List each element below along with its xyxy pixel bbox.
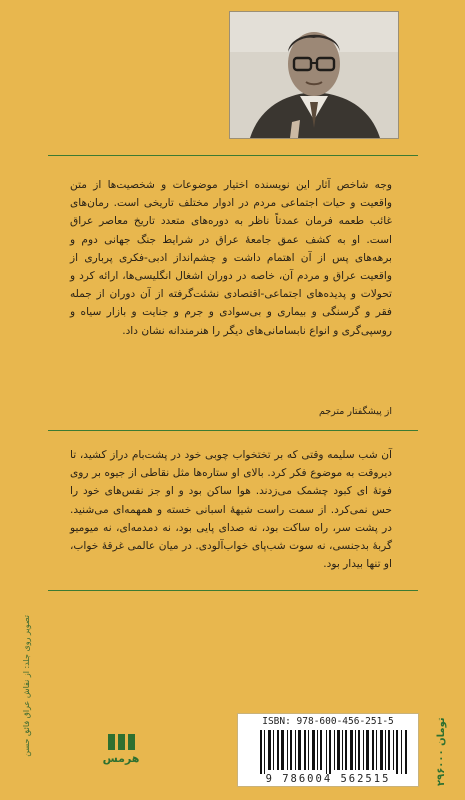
bio-caption: از پیشگفتار مترجم — [318, 406, 392, 417]
portrait-image — [230, 12, 398, 138]
publisher-name: هرمس — [102, 752, 140, 765]
author-bio-paragraph: وجه شاخص آثار این نویسنده اختیار موضوعات و شخصیت‌ها از متن واقعیت و حیات اجتماعی مردم در ادوار مختلف تاریخی است. رمان‌های غائب طعمه فرمان عمدتاً ناظر به دوره‌های متعدد تاریخ معاصر عراق است. او به کشف عمق جامعهٔ عراق در شرایط جنگ جهانی دوم و برهه‌های پس از آن اهتمام داشت و چشم‌انداز ادبی-فکری پرباری از واقعیت عراق و مردم آن، خاصه در دوران اشغال انگلیسی‌ها، ارائه کرد و تحولات و پدیده‌های اجتماعی-اقتصادی نشئت‌گرفته از آن دوران از جمله فقر و گرسنگی و بیماری و بی‌سوادی و جرم و جنایت و بازار سیاه و روسپی‌گری و انواع نابسامانی‌های دیگر را هنرمندانه نشان داد. — [70, 179, 392, 337]
barcode-icon — [260, 730, 408, 774]
middle-divider — [48, 430, 418, 431]
isbn-text: ISBN: 978-600-456-251-5 — [262, 716, 394, 727]
barcode-label — [237, 713, 419, 787]
novel-excerpt-paragraph: آن شب سلیمه وقتی که بر تختخواب چوبی خود در پشت‌بام دراز کشید، تا دیروقت به موضوع فکر کرد. بالای او ستاره‌ها مثل نقاطی از جیوه بر روی فوتهٔ ای کبود چشمک می‌زدند. هوا ساکن بود و او جز نفس‌های خود را حس نمی‌کرد. از سمت راست شیههٔ اسبانی خسته و همهمه‌ای می‌شنید. در پشت سر، راه ساکت بود، نه صدای پایی بود، نه دمدمه‌ای، نه میومیو گربهٔ بدجنسی، نه سوت شب‌پای خواب‌آلودی. در میان عالمی غرقهٔ خواب، او تنها بیدار بود. — [70, 449, 392, 571]
top-divider — [48, 155, 418, 156]
cover-image-credit: تصویر روی جلد: از نقاش عراق فائق حسن — [22, 615, 31, 757]
price-label: ۲۹۶۰۰۰ تومان — [436, 717, 447, 786]
bottom-divider — [48, 590, 418, 591]
publisher-logo — [102, 734, 140, 774]
publisher-logo-icon — [102, 734, 140, 750]
author-portrait — [229, 11, 399, 139]
barcode-digits: 9 786004 562515 — [265, 773, 391, 785]
